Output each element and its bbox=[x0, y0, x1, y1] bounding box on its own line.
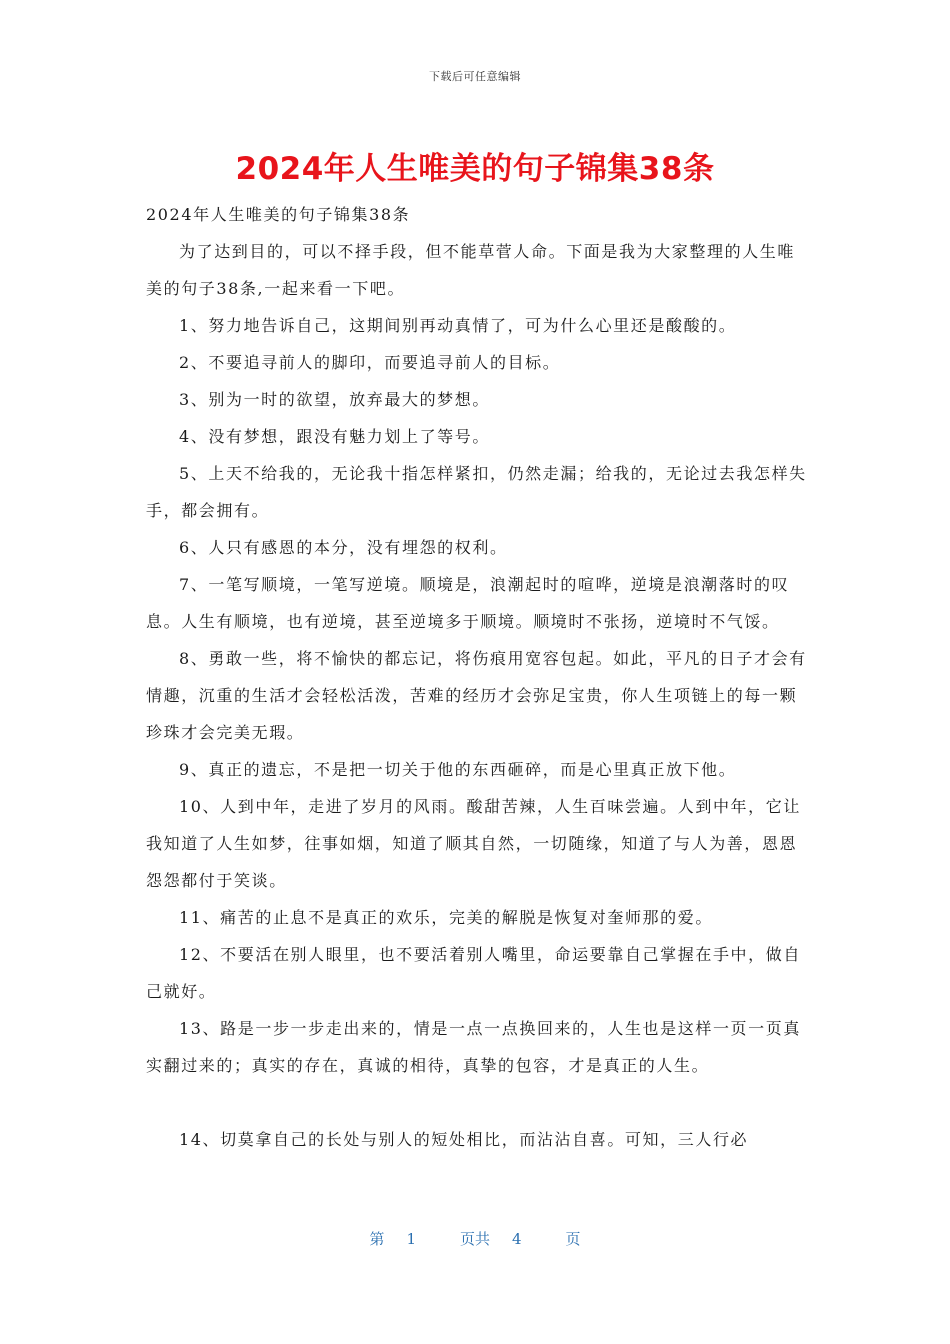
page-label-suffix: 页 bbox=[565, 1230, 581, 1248]
list-item: 10、人到中年，走进了岁月的风雨。酸甜苦辣，人生百味尝遍。人到中年，它让我知道了人生如梦，往事如烟，知道了顺其自然，一切随缘，知道了与人为善，恩恩怨怨都付于笑谈。 bbox=[146, 797, 801, 890]
page-label-mid: 页共 bbox=[459, 1230, 490, 1248]
list-item: 11、痛苦的止息不是真正的欢乐，完美的解脱是恢复对奎师那的爱。 bbox=[179, 908, 713, 927]
document-title: 2024年人生唯美的句子锦集38条 bbox=[235, 151, 715, 187]
header-note: 下载后可任意编辑 bbox=[429, 70, 521, 83]
list-item: 3、别为一时的欲望，放弃最大的梦想。 bbox=[179, 390, 490, 409]
list-item: 2、不要追寻前人的脚印，而要追寻前人的目标。 bbox=[179, 353, 561, 372]
list-item: 12、不要活在别人眼里，也不要活着别人嘴里，命运要靠自己掌握在手中，做自己就好。 bbox=[146, 945, 801, 1001]
list-item: 6、人只有感恩的本分，没有埋怨的权利。 bbox=[179, 538, 508, 557]
document-subtitle: 2024年人生唯美的句子锦集38条 bbox=[146, 205, 411, 224]
list-item: 7、一笔写顺境，一笔写逆境。顺境是，浪潮起时的喧哗，逆境是浪潮落时的叹息。人生有顺境，也有逆境，甚至逆境多于顺境。顺境时不张扬，逆境时不气馁。 bbox=[146, 575, 790, 631]
list-item: 1、努力地告诉自己，这期间别再动真情了，可为什么心里还是酸酸的。 bbox=[179, 316, 737, 335]
current-page-number: 1 bbox=[406, 1230, 416, 1248]
list-item: 8、勇敢一些，将不愉快的都忘记，将伤痕用宽容包起。如此，平凡的日子才会有情趣，沉重的生活才会轻松活泼，苦难的经历才会弥足宝贵，你人生项链上的每一颗珍珠才会完美无瑕。 bbox=[146, 649, 807, 742]
intro-paragraph: 为了达到目的，可以不择手段，但不能草菅人命。下面是我为大家整理的人生唯美的句子38条,一起来看一下吧。 bbox=[146, 242, 796, 298]
list-item: 14、切莫拿自己的长处与别人的短处相比，而沾沾自喜。可知，三人行必 bbox=[179, 1130, 749, 1149]
page-label-prefix: 第 bbox=[369, 1230, 385, 1248]
list-item: 5、上天不给我的，无论我十指怎样紧扣，仍然走漏；给我的，无论过去我怎样失手，都会拥有。 bbox=[146, 464, 807, 520]
list-item: 9、真正的遗忘，不是把一切关于他的东西砸碎，而是心里真正放下他。 bbox=[179, 760, 737, 779]
list-item: 4、没有梦想，跟没有魅力划上了等号。 bbox=[179, 427, 490, 446]
page-footer bbox=[0, 1228, 950, 1249]
list-item: 13、路是一步一步走出来的，情是一点一点换回来的，人生也是这样一页一页真实翻过来的；真实的存在，真诚的相待，真挚的包容，才是真正的人生。 bbox=[146, 1019, 801, 1075]
document-body bbox=[146, 196, 808, 1158]
total-pages-number: 4 bbox=[512, 1230, 522, 1248]
